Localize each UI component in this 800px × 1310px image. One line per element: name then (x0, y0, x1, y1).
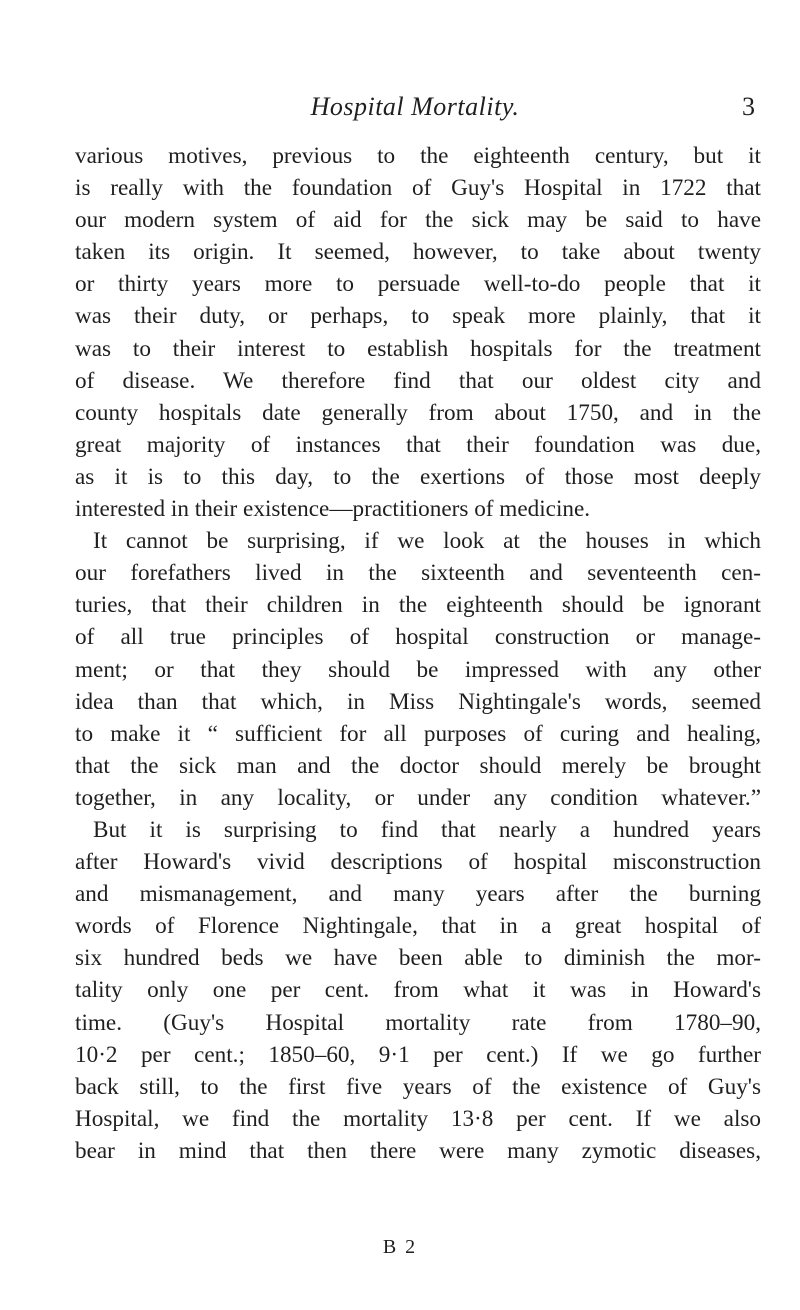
text-line: is really with the foundation of Guy's Hospital in 1722 that (75, 175, 761, 202)
text-line: It cannot be surprising, if we look at the houses in which (93, 528, 761, 555)
text-line: 10·2 per cent.; 1850–60, 9·1 per cent.) If we go further (75, 1041, 761, 1068)
running-head (75, 92, 755, 126)
text-line: But it is surprising to find that nearly a hundred years (93, 816, 761, 843)
text-line: time. (Guy's Hospital mortality rate from 1780–90, (75, 1009, 761, 1036)
text-line: interested in their existence—practitioners of medicine. (75, 496, 591, 523)
text-line: tality only one per cent. from what it was in Howard's (75, 977, 761, 1004)
text-line: was to their interest to establish hospitals for the treatment (75, 335, 761, 362)
body-text (75, 140, 761, 1167)
text-line: turies, that their children in the eighteenth should be ignorant (75, 592, 761, 619)
text-line: that the sick man and the doctor should merely be brought (75, 752, 761, 779)
text-line: Hospital, we find the mortality 13·8 per cent. If we also (75, 1105, 761, 1132)
text-line: county hospitals date generally from about 1750, and in the (75, 399, 761, 426)
text-line: our modern system of aid for the sick may be said to have (75, 207, 761, 234)
text-line: bear in mind that then there were many zymotic diseases, (75, 1137, 761, 1164)
text-line: words of Florence Nightingale, that in a great hospital of (75, 913, 761, 940)
text-line: of disease. We therefore find that our oldest city and (75, 367, 761, 394)
text-line: great majority of instances that their foundation was due, (75, 431, 761, 458)
text-line: various motives, previous to the eighteenth century, but it (75, 143, 761, 169)
text-line: taken its origin. It seemed, however, to take about twenty (75, 239, 761, 266)
text-line: as it is to this day, to the exertions of those most deeply (75, 463, 761, 490)
page-number: 3 (742, 92, 755, 121)
text-line: six hundred beds we have been able to diminish the mor- (75, 945, 761, 972)
text-line: to make it “ sufficient for all purposes of curing and healing, (75, 720, 761, 747)
text-line: idea than that which, in Miss Nightingale's words, seemed (75, 688, 761, 715)
text-line: our forefathers lived in the sixteenth and seventeenth cen- (75, 560, 761, 587)
text-line: ment; or that they should be impressed with any other (75, 656, 761, 683)
text-line: and mismanagement, and many years after the burning (75, 881, 761, 908)
text-line: after Howard's vivid descriptions of hospital misconstruction (75, 849, 761, 876)
text-line: or thirty years more to persuade well-to-do people that it (75, 271, 761, 298)
signature-mark: B 2 (382, 1236, 418, 1258)
text-line: back still, to the first five years of the existence of Guy's (75, 1073, 761, 1100)
text-line: of all true principles of hospital construction or manage- (75, 624, 761, 651)
running-title: Hospital Mortality. (310, 92, 520, 121)
text-line: together, in any locality, or under any condition whatever.” (75, 784, 761, 811)
text-line: was their duty, or perhaps, to speak more plainly, that it (75, 303, 761, 330)
